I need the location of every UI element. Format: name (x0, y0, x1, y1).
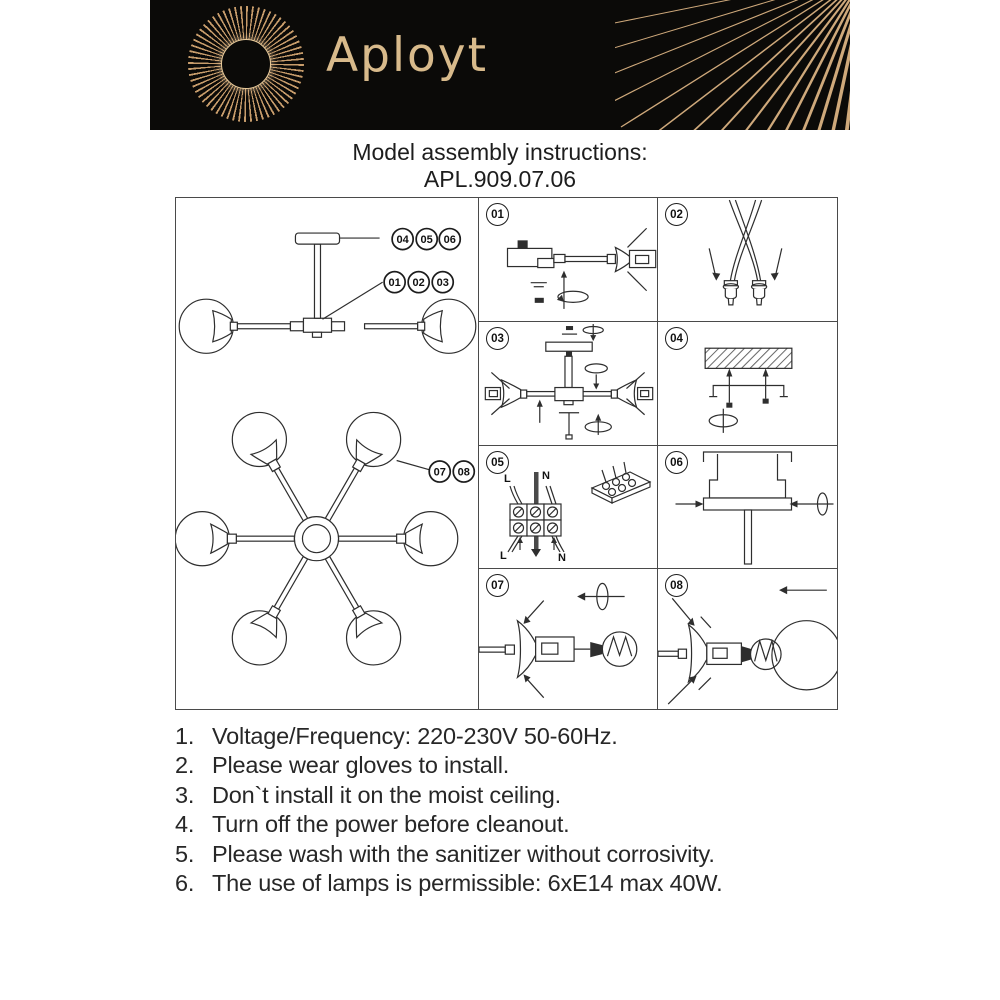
svg-text:01: 01 (388, 277, 401, 290)
item-number: 1. (175, 723, 195, 749)
page-title: Model assembly instructions: (352, 139, 648, 165)
step-02 (657, 198, 837, 321)
list-item (175, 781, 875, 810)
part-badges-canopy (392, 229, 460, 250)
svg-text:03: 03 (436, 277, 449, 290)
list-item (175, 751, 875, 780)
svg-text:07: 07 (433, 466, 446, 479)
svg-text:L: L (504, 473, 511, 485)
item-text: Turn off the power before cleanout. (212, 811, 570, 838)
step-06 (657, 445, 837, 568)
lamp-overview-illustration (176, 198, 478, 709)
svg-text:08: 08 (457, 466, 470, 479)
step-01 (479, 198, 657, 321)
item-number: 6. (175, 870, 195, 897)
list-item (175, 840, 875, 869)
step-05 (479, 445, 657, 568)
svg-text:L: L (500, 550, 507, 562)
part-badges-body (384, 272, 453, 293)
item-text: Please wash with the sanitizer without corrosivity. (212, 840, 715, 867)
svg-text:06: 06 (443, 234, 456, 247)
step-04 (657, 321, 837, 445)
instructions-list (175, 722, 875, 898)
step-number-badge: 07 (486, 574, 509, 597)
brand-banner (150, 0, 850, 130)
lamp-top-view (176, 412, 458, 664)
sunburst-logo-icon (188, 6, 304, 122)
lamp-side-view (179, 233, 476, 353)
list-item (175, 810, 875, 839)
svg-text:05: 05 (420, 234, 433, 247)
step-number-badge: 02 (665, 203, 688, 226)
step-number-badge: 08 (665, 574, 688, 597)
step-08 (657, 568, 837, 709)
step-number-badge: 05 (486, 451, 509, 474)
model-number: APL.909.07.06 (423, 166, 577, 192)
item-number: 3. (175, 781, 195, 808)
list-item (175, 869, 875, 898)
part-badges-socket (429, 461, 474, 482)
brand-logotype: Aployt (326, 28, 489, 83)
svg-text:02: 02 (412, 277, 425, 290)
step-number-badge: 01 (486, 203, 509, 226)
item-text: Please wear gloves to install. (212, 752, 510, 779)
decorative-rays-icon (615, 0, 850, 130)
step-number-badge: 06 (665, 451, 688, 474)
list-item (175, 722, 875, 751)
step-number-badge: 04 (665, 327, 688, 350)
item-number: 5. (175, 840, 195, 867)
step-03 (479, 321, 657, 445)
item-text: Voltage/Frequency: 220-230V 50-60Hz. (212, 723, 618, 749)
item-number: 2. (175, 752, 195, 779)
steps-grid (479, 198, 837, 709)
svg-text:N: N (542, 470, 550, 482)
item-text: Don`t install it on the moist ceiling. (212, 781, 561, 808)
item-number: 4. (175, 811, 195, 838)
svg-text:04: 04 (396, 234, 409, 247)
svg-text:N: N (558, 552, 566, 564)
diagram-box (175, 197, 838, 710)
step-07 (479, 568, 657, 709)
step-number-badge: 03 (486, 327, 509, 350)
overview-panel (176, 198, 479, 709)
item-text: The use of lamps is permissible: 6xE14 max 40W. (212, 870, 723, 897)
